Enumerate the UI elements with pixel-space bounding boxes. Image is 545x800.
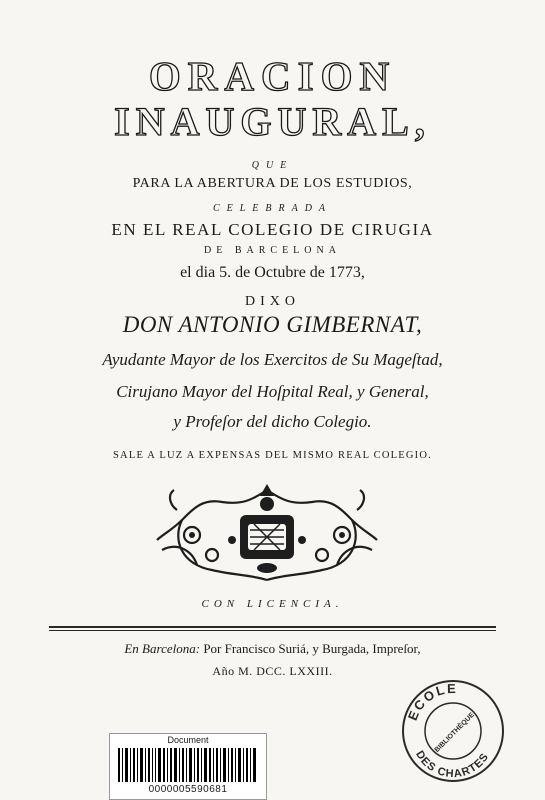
imprint-place: En Barcelona: (124, 641, 201, 656)
imprint-year: Año M. DCC. LXXIII. (212, 664, 333, 678)
imprint-printer: Por Francisco Suriá, y Burgada, Impreſor, (203, 641, 421, 656)
svg-text:ECOLE (405, 681, 458, 723)
barcode-icon (118, 748, 258, 782)
imprint-line (0, 641, 545, 657)
date-line: el dia 5. de Octubre de 1773, (180, 264, 365, 281)
para-line: PARA LA ABERTURA DE LOS ESTUDIOS, (132, 176, 413, 191)
barcode-label (109, 733, 267, 800)
title-line-1: ORACION (148, 53, 397, 99)
stamp-top-text: ECOLE (404, 680, 458, 723)
sale-line: SALE A LUZ A EXPENSAS DEL MISMO REAL COLEGIO. (113, 450, 432, 461)
title-line-2: INAUGURAL, (114, 99, 431, 144)
dixo-line: DIXO (245, 294, 300, 309)
author-title-2: Cirujano Mayor del Hoſpital Real, y General, (116, 382, 429, 401)
que-line: QUE (251, 160, 294, 171)
barcelona-line: DE BARCELONA (204, 245, 341, 256)
author-title-3: y Profeſor del dicho Colegio. (173, 412, 372, 431)
top-rule-thin (49, 630, 496, 631)
library-stamp (398, 676, 508, 786)
celebrada-line: CELEBRADA (212, 203, 333, 214)
stamp-center-text: BIBLIOTHÈQUE (433, 711, 476, 754)
svg-text:DES CHARTES (413, 749, 491, 780)
author-name: DON ANTONIO GIMBERNAT, (122, 312, 423, 337)
stamp-bottom-text: DES CHARTES (413, 748, 492, 781)
barcode-title: Document (167, 735, 209, 745)
barcode-number: 0000005590681 (148, 784, 228, 795)
top-rule (49, 626, 496, 628)
licencia-line: CON LICENCIA. (201, 598, 344, 610)
colegio-line: EN EL REAL COLEGIO DE CIRUGIA (111, 220, 434, 239)
printers-ornament (152, 480, 382, 585)
author-title-1: Ayudante Mayor de los Exercitos de Su Mageſtad, (102, 350, 443, 369)
